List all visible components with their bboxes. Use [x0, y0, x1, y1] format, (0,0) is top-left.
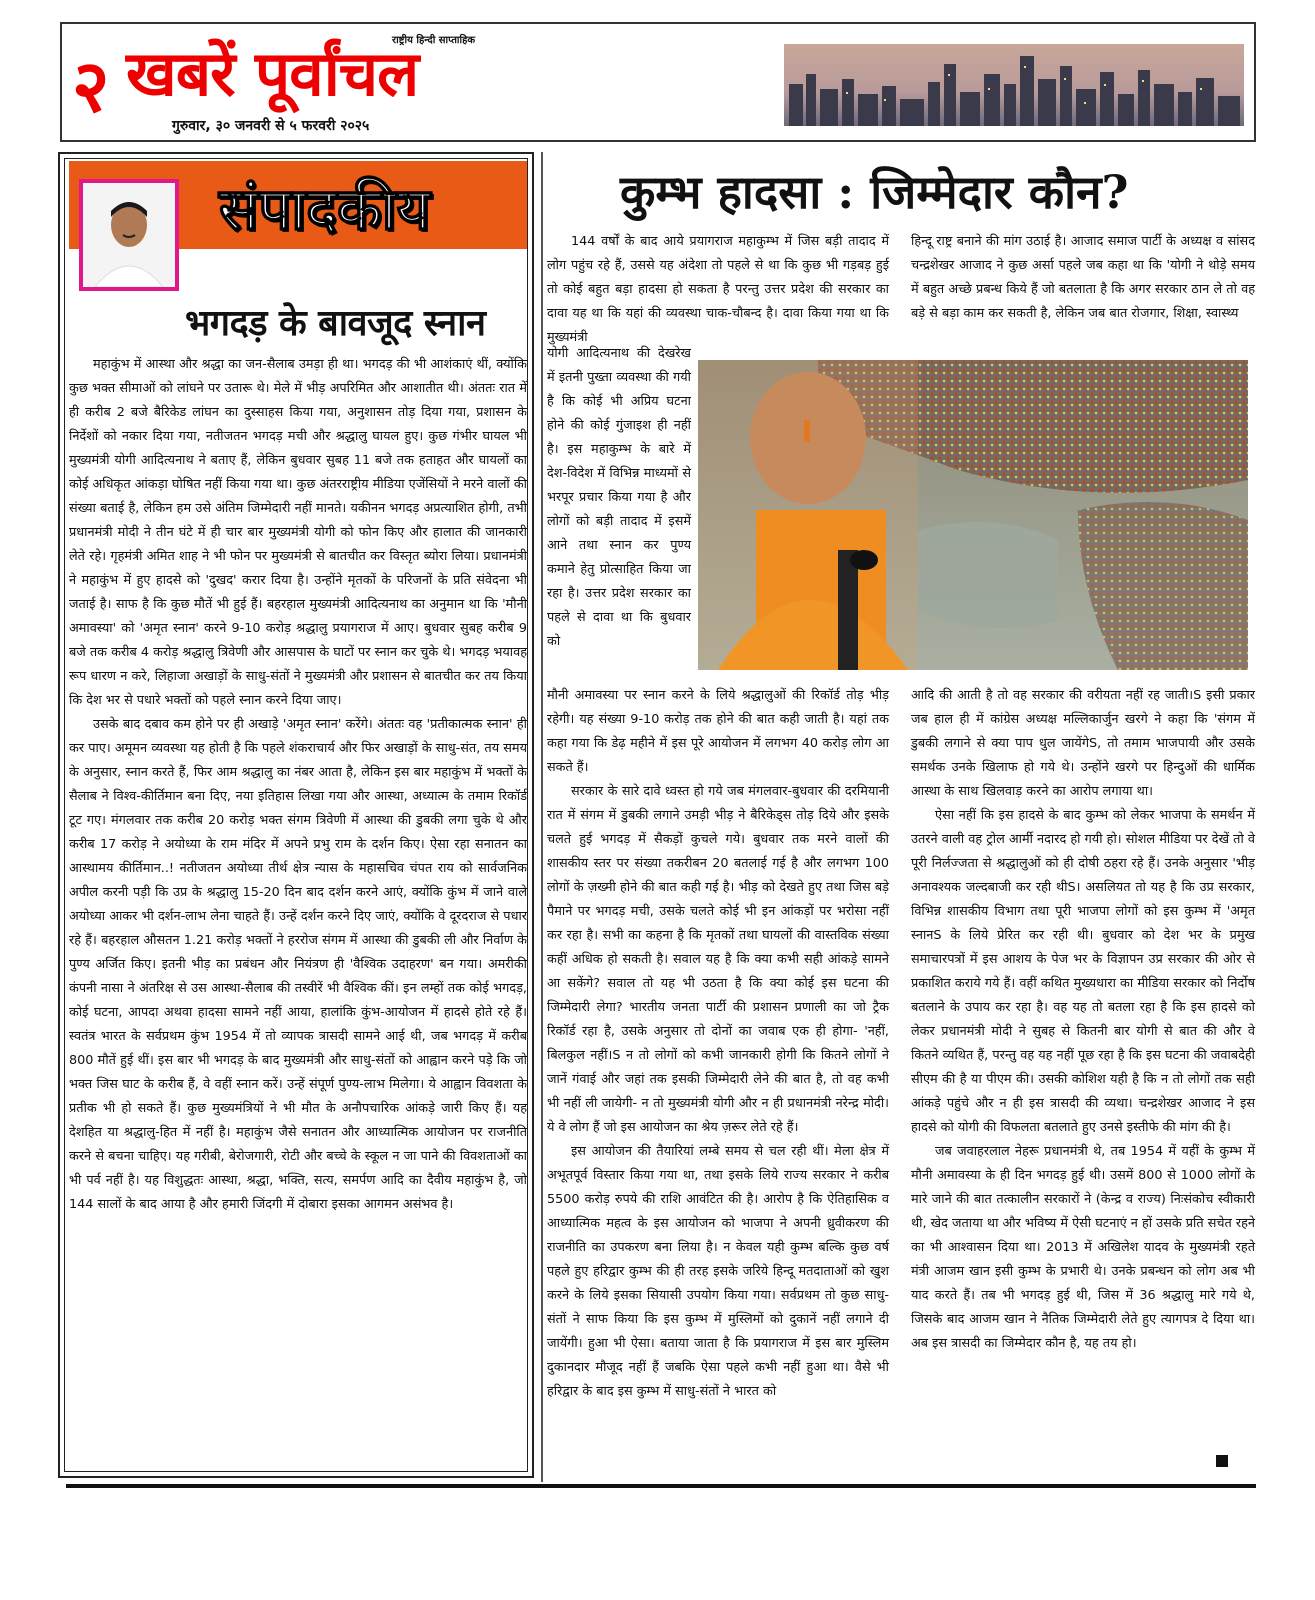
article-paragraph: ऐसा नहीं कि इस हादसे के बाद कुम्भ को लेकर भाजपा के समर्थन में उतरने वाली वह ट्रोल आर्मी नदारद हो गयी हो। सोशल मीडिया पर देखें तो वे पूरी निर्लज्जता से श्रद्धालुओं को ही दोषी ठहरा रहे हैं। उनके अनुसार 'भीड़ अनावश्यक जल्दबाजी कर रही थीS। असलियत तो यह है कि उप्र सरकार, विभिन्न शासकीय विभाग तथा पूरी भाजपा लोगों को इस कुम्भ में 'अमृत स्नानS के लिये प्रेरित कर रही थी। बुधवार को देश भर के प्रमुख समाचारपत्रों में इस आशय के पेज भर के विज्ञापन उप्र सरकार की ओर से प्रकाशित कराये गये हैं। वहीं कथित मुख्यधारा का मीडिया सरकार को निर्दोष बतलाने के उपाय कर रहा है। वह यह तो बतला रहा है कि इस हादसे को लेकर प्रधानमंत्री मोदी ने सुबह से कितनी बार योगी से बात की और वे कितने व्यथित हैं, परन्तु वह यह नहीं पूछ रहा है कि इस घटना की जवाबदेही सीएम की है या पीएम की। उसकी कोशिश यही है कि न तो लोगों तक सही आंकड़े पहुंचे और न ही इस त्रासदी की व्यथा। चन्द्रशेखर आजाद ने इस हादसे को योगी की विफलता बतलाते हुए उनसे इस्तीफे की मांग की है।	[911, 808, 1255, 1135]
editorial-paragraph: महाकुंभ में आस्था और श्रद्धा का जन-सैलाब उमड़ा ही था। भगदड़ की भी आशंकाएं थीं, क्योंकि कुछ भक्त सीमाओं को लांघने पर उतारू थे। मेले में भीड़ अपरिमित और आशातीत थी। अंततः रात में ही करीब 2 बजे बैरिकेड लांघन का दुस्साहस किया गया, अनुशासन तोड़ दिया गया, प्रशासन के निर्देशों को नकार दिया गया, नतीजतन भगदड़ मची और श्रद्धालु घायल हुए। कुछ गंभीर घायल भी मुख्यमंत्री योगी आदित्यनाथ ने बताए हैं, लेकिन बुधवार सुबह 11 बजे तक हताहत और घायलों का कोई अधिकृत आंकड़ा घोषित नहीं किया गया था। कुछ अंतरराष्ट्रीय मीडिया एजेंसियों ने मरने वालों की संख्या बताई है, लेकिन हम उसे अंतिम जिम्मेदारी नहीं मानते। यकीनन भगदड़ अप्रत्याशित होगी, तभी प्रधानमंत्री मोदी ने तीन घंटे में ही चार बार मुख्यमंत्री योगी को फोन किए और हालात की जानकारी लेते रहे। गृहमंत्री अमित शाह ने भी फोन पर मुख्यमंत्री से बातचीत कर विस्तृत ब्योरा लिया। प्रधानमंत्री ने महाकुंभ में हुए हादसे को 'दुखद' करार दिया है। उन्होंने मृतकों के परिजनों के प्रति संवेदना भी जताई है। साफ है कि कुछ मौतें भी हुई हैं। बहरहाल मुख्यमंत्री आदित्यनाथ का अनुमान था कि 'मौनी अमावस्या' को 'अमृत स्नान' करने 9-10 करोड़ श्रद्धालु प्रयागराज में आए। बुधवार सुबह करीब 9 बजे तक करीब 4 करोड़ श्रद्धालु त्रिवेणी और आसपास के घाटों पर स्नान कर चुके थे। भगदड़ भयावह रूप धारण न करे, लिहाजा अखाड़ों के साधु-संतों ने मुख्यमंत्री और प्रशासन से बातचीत कर तय किया कि देश भर से पधारे भक्तों को पहले स्नान करने दिया जाए।	[69, 357, 527, 708]
issue-date: गुरुवार, ३० जनवरी से ५ फरवरी २०२५	[172, 118, 370, 134]
article-column-mid-top	[547, 230, 889, 350]
article-column-right-bottom	[911, 684, 1255, 1356]
newspaper-title: खबरें पूर्वांचल	[126, 37, 419, 110]
article-paragraph: हिन्दू राष्ट्र बनाने की मांग उठाई है। आजाद समाज पार्टी के अध्यक्ष व सांसद चन्द्रशेखर आजाद ने कुछ अर्सा पहले जब कहा था कि 'योगी ने थोड़े समय में बहुत अच्छे प्रबन्ध किये हैं जो बतलाता है कि अगर सरकार ठान ले तो वह बड़े से बड़ा काम कर सकती है, लेकिन जब बात रोजगार, शिक्षा, स्वास्थ्य	[911, 234, 1255, 321]
article-paragraph: योगी आदित्यनाथ की देखरेख में इतनी पुख्ता व्यवस्था की गयी है कि कोई भी अप्रिय घटना होने की कोई गुंजाइश ही नहीं है। इस महाकुम्भ के बारे में देश-विदेश में विभिन्न माध्यमों से भरपूर प्रचार किया गया है और लोगों को बड़ी तादाद में इसमें आने तथा स्नान कर पुण्य कमाने हेतु प्रोत्साहित किया जा रहा है। उत्तर प्रदेश सरकार का पहले से दावा था कि बुधवार को	[547, 346, 691, 649]
editorial-body	[69, 353, 527, 1217]
editorial-paragraph: उसके बाद दबाव कम होने पर ही अखाड़े 'अमृत स्नान' करेंगे। अंततः वह 'प्रतीकात्मक स्नान' ही कर पाए। अमूमन व्यवस्था यह होती है कि पहले शंकराचार्य और फिर अखाड़ों के साधु-संत, तय समय के अनुसार, स्नान करते हैं, फिर आम श्रद्धालु का नंबर आता है, लेकिन इस बार महाकुंभ में भक्तों के सैलाब ने विश्व-कीर्तिमान बना दिए, नया इतिहास लिखा गया और आस्था, अध्यात्म के तमाम रिकॉर्ड टूट गए। मंगलवार तक करीब 20 करोड़ भक्त संगम त्रिवेणी में आस्था की डुबकी लगा चुके थे और करीब 17 करोड़ ने अयोध्या के राम मंदिर में अपने प्रभु राम के दर्शन किए। ऐसा रहा सनातन का आस्थामय कीर्तिमान..! नतीजतन अयोध्या तीर्थ क्षेत्र न्यास के महासचिव चंपत राय को सार्वजनिक अपील करनी पड़ी कि उप्र के श्रद्धालु 15-20 दिन बाद दर्शन करने आएं, क्योंकि कुंभ में जाने वाले अयोध्या आकर भी दर्शन-लाभ लेना चाहते हैं। उन्हें दर्शन करने दिए जाएं, क्योंकि वे दूरदराज से पधार रहे हैं। बहरहाल औसतन 1.21 करोड़ भक्तों ने हररोज संगम में आस्था की डुबकी ली और निर्वाण के पुण्य अर्जित किए। इतनी भीड़ का प्रबंधन और नियंत्रण ही 'वैश्विक उदाहरण' बन गया। अमरीकी कंपनी नासा ने अंतरिक्ष से उस आस्था-सैलाब की तस्वीरें भी वैश्विक कीं। इन लम्हों तक कोई भगदड़, कोई घटना, आपदा अथवा हादसा सामने नहीं आया, हालांकि कुंभ-आयोजन में हादसे होते रहे हैं। स्वतंत्र भारत के सर्वप्रथम कुंभ 1954 में तो व्यापक त्रासदी सामने आई थी, जब भगदड़ में करीब 800 मौतें हुई थीं। इस बार भी भगदड़ के बाद मुख्यमंत्री और साधु-संतों को आह्वान करने पड़े कि जो भक्त जिस घाट के करीब हैं, वे वहीं स्नान करें। उन्हें संपूर्ण पुण्य-लाभ मिलेगा। ये आह्वान विवशता के प्रतीक भी हो सकते हैं। कुछ मुख्यमंत्रियों ने भी मौत के अनौपचारिक आंकड़े जारी किए हैं। यह देशहित या श्रद्धालु-हित में नहीं है। महाकुंभ जैसे सनातन और आध्यात्मिक आयोजन पर राजनीति करने से बचना चाहिए। यह गरीबी, बेरोजगारी, रोटी और बच्चे के स्कूल न जा पाने की विवशताओं का भी पर्व नहीं है। यह विशुद्धतः आस्था, श्रद्धा, भक्ति, सत्य, समर्पण आदि का दैवीय महाकुंभ है, जो 144 सालों के बाद आया है और हमारी जिंदगी में दोबारा इसका आगमन असंभव है।	[69, 717, 527, 1212]
tagline: राष्ट्रीय हिन्दी साप्ताहिक	[392, 35, 476, 46]
article-paragraph: 144 वर्षों के बाद आये प्रयागराज महाकुम्भ में जिस बड़ी तादाद में लोग पहुंच रहे हैं, उससे यह अंदेशा तो पहले से था कि कुछ भी गड़बड़ हुई तो कोई बहुत बड़ा हादसा हो सकता है परन्तु उत्तर प्रदेश की सरकार का दावा यह था कि यहां की व्यवस्था चाक-चौबन्द है। दावा किया गया था कि मुख्यमंत्री	[547, 234, 889, 345]
page-number: २	[72, 43, 110, 128]
editor-photo	[79, 179, 179, 291]
article-headline: कुम्भ हादसा : जिम्मेदार कौन?	[620, 165, 1129, 219]
editorial-banner-title: संपादकीय	[219, 175, 431, 243]
article-paragraph: सरकार के सारे दावे ध्वस्त हो गये जब मंगलवार-बुधवार की दरमियानी रात में संगम में डुबकी लगाने उमड़ी भीड़ ने बैरिकेड्स तोड़ दिये और इसके चलते हुई भगदड़ में सैकड़ों कुचले गये। बुधवार तक मरने वालों की शासकीय स्तर पर संख्या तकरीबन 20 बतलाई गई है और लगभग 100 लोगों के ज़ख्मी होने की बात कही गई है। भीड़ को देखते हुए तथा जिस बड़े पैमाने पर भगदड़ मची, उसके चलते कोई भी इन आंकड़ों पर भरोसा नहीं कर रहा है। सभी का कहना है कि मृतकों तथा घायलों की वास्तविक संख्या कहीं अधिक हो सकती है। सवाल यह है कि क्या कभी सही आंकड़े सामने आ सकेंगे? सवाल तो यह भी उठता है कि क्या कोई इस घटना की जिम्मेदारी लेगा? भारतीय जनता पार्टी की प्रशासन प्रणाली का जो ट्रैक रिकॉर्ड रहा है, उसके अनुसार तो दोनों का जवाब एक ही होगा- 'नहीं, बिलकुल नहीं।S न तो लोगों को कभी जानकारी होगी कि कितने लोगों ने जानें गंवाई और जहां तक इसकी जिम्मेदारी लेने की बात है, तो वह कभी भी नहीं ली जायेगी- न तो मुख्यमंत्री योगी और न ही प्रधानमंत्री नरेन्द्र मोदी। ये वे लोग हैं जो इस आयोजन का श्रेय ज़रूर लेते रहे हैं।	[547, 784, 889, 1135]
editorial-frame	[64, 158, 528, 1472]
article-column-right-top	[911, 230, 1255, 326]
article-column-mid-narrow	[547, 342, 691, 654]
column-divider	[541, 152, 543, 1482]
article-paragraph: जब जवाहरलाल नेहरू प्रधानमंत्री थे, तब 1954 में यहीं के कुम्भ में मौनी अमावस्या के ही दिन भगदड़ हुई थी। उसमें 800 से 1000 लोगों के मारे जाने की बात तत्कालीन सरकारों ने (केन्द्र व राज्य) निःसंकोच स्वीकारी थी, खेद जताया था और भविष्य में ऐसी घटनाएं न हों उसके प्रति सचेत रहने का भी आश्वासन दिया था। 2013 में अखिलेश यादव के मुख्यमंत्री रहते मंत्री आजम खान इसी कुम्भ के प्रभारी थे। उनके प्रबन्धन को लोग अब भी याद करते हैं। तब भी भगदड़ हुई थी, जिस में 36 श्रद्धालु मारे गये थे, जिसके बाद आजम खान ने नैतिक जिम्मेदारी लेते हुए त्यागपत्र दे दिया था। अब इस त्रासदी का जिम्मेदार कौन है, यह तय हो।	[911, 1144, 1255, 1351]
page-bottom-rule	[66, 1484, 1256, 1488]
city-skyline-image	[784, 44, 1244, 126]
article-paragraph: इस आयोजन की तैयारियां लम्बे समय से चल रही थीं। मेला क्षेत्र में अभूतपूर्व विस्तार किया गया था, तथा इसके लिये राज्य सरकार ने करीब 5500 करोड़ रुपये की राशि आवंटित की है। आरोप है कि ऐतिहासिक व आध्यात्मिक महत्व के इस आयोजन को भाजपा ने अपनी ध्रुवीकरण की राजनीति का उपकरण बना लिया है। न केवल यही कुम्भ बल्कि कुछ वर्ष पहले हुए हरिद्वार कुम्भ की ही तरह इसके जरिये हिन्दू मतदाताओं को खुश करने के लिये इसका सियासी उपयोग किया गया। सर्वप्रथम तो कुछ साधु-संतों ने साफ किया कि इस कुम्भ में मुस्लिमों को दुकानें नहीं लगाने दी जायेंगी। हुआ भी ऐसा। बताया जाता है कि प्रयागराज में इस बार मुस्लिम दुकानदार मौजूद नहीं हैं जबकि ऐसा पहले कभी नहीं हुआ था। वैसे भी हरिद्वार के बाद इस कुम्भ में साधु-संतों ने भारत को	[547, 1144, 889, 1399]
article-paragraph: आदि की आती है तो वह सरकार की वरीयता नहीं रह जाती।S इसी प्रकार जब हाल ही में कांग्रेस अध्यक्ष मल्लिकार्जुन खरगे ने कहा कि 'संगम में डुबकी लगाने से क्या पाप धुल जायेंगेS, तो तमाम भाजपायी और उसके समर्थक उनके खिलाफ हो गये थे। उन्होंने खरगे पर हिन्दुओं की धार्मिक आस्था के साथ खिलवाड़ करने का आरोप लगाया था।	[911, 688, 1255, 799]
news-photo-kumbh-crowd	[698, 360, 1248, 670]
article-column-mid-bottom	[547, 684, 889, 1404]
editorial-column	[58, 152, 534, 1478]
article-end-mark	[1216, 1455, 1228, 1467]
editorial-headline: भगदड़ के बावजूद स्नान	[185, 302, 486, 344]
masthead	[60, 22, 1256, 142]
article-paragraph: मौनी अमावस्या पर स्नान करने के लिये श्रद्धालुओं की रिकॉर्ड तोड़ भीड़ रहेगी। यह संख्या 9-10 करोड़ तक होने की बात कही जाती है। यहां तक कहा गया कि डेढ़ महीने में इस पूरे आयोजन में लगभग 40 करोड़ लोग आ सकते हैं।	[547, 688, 889, 775]
